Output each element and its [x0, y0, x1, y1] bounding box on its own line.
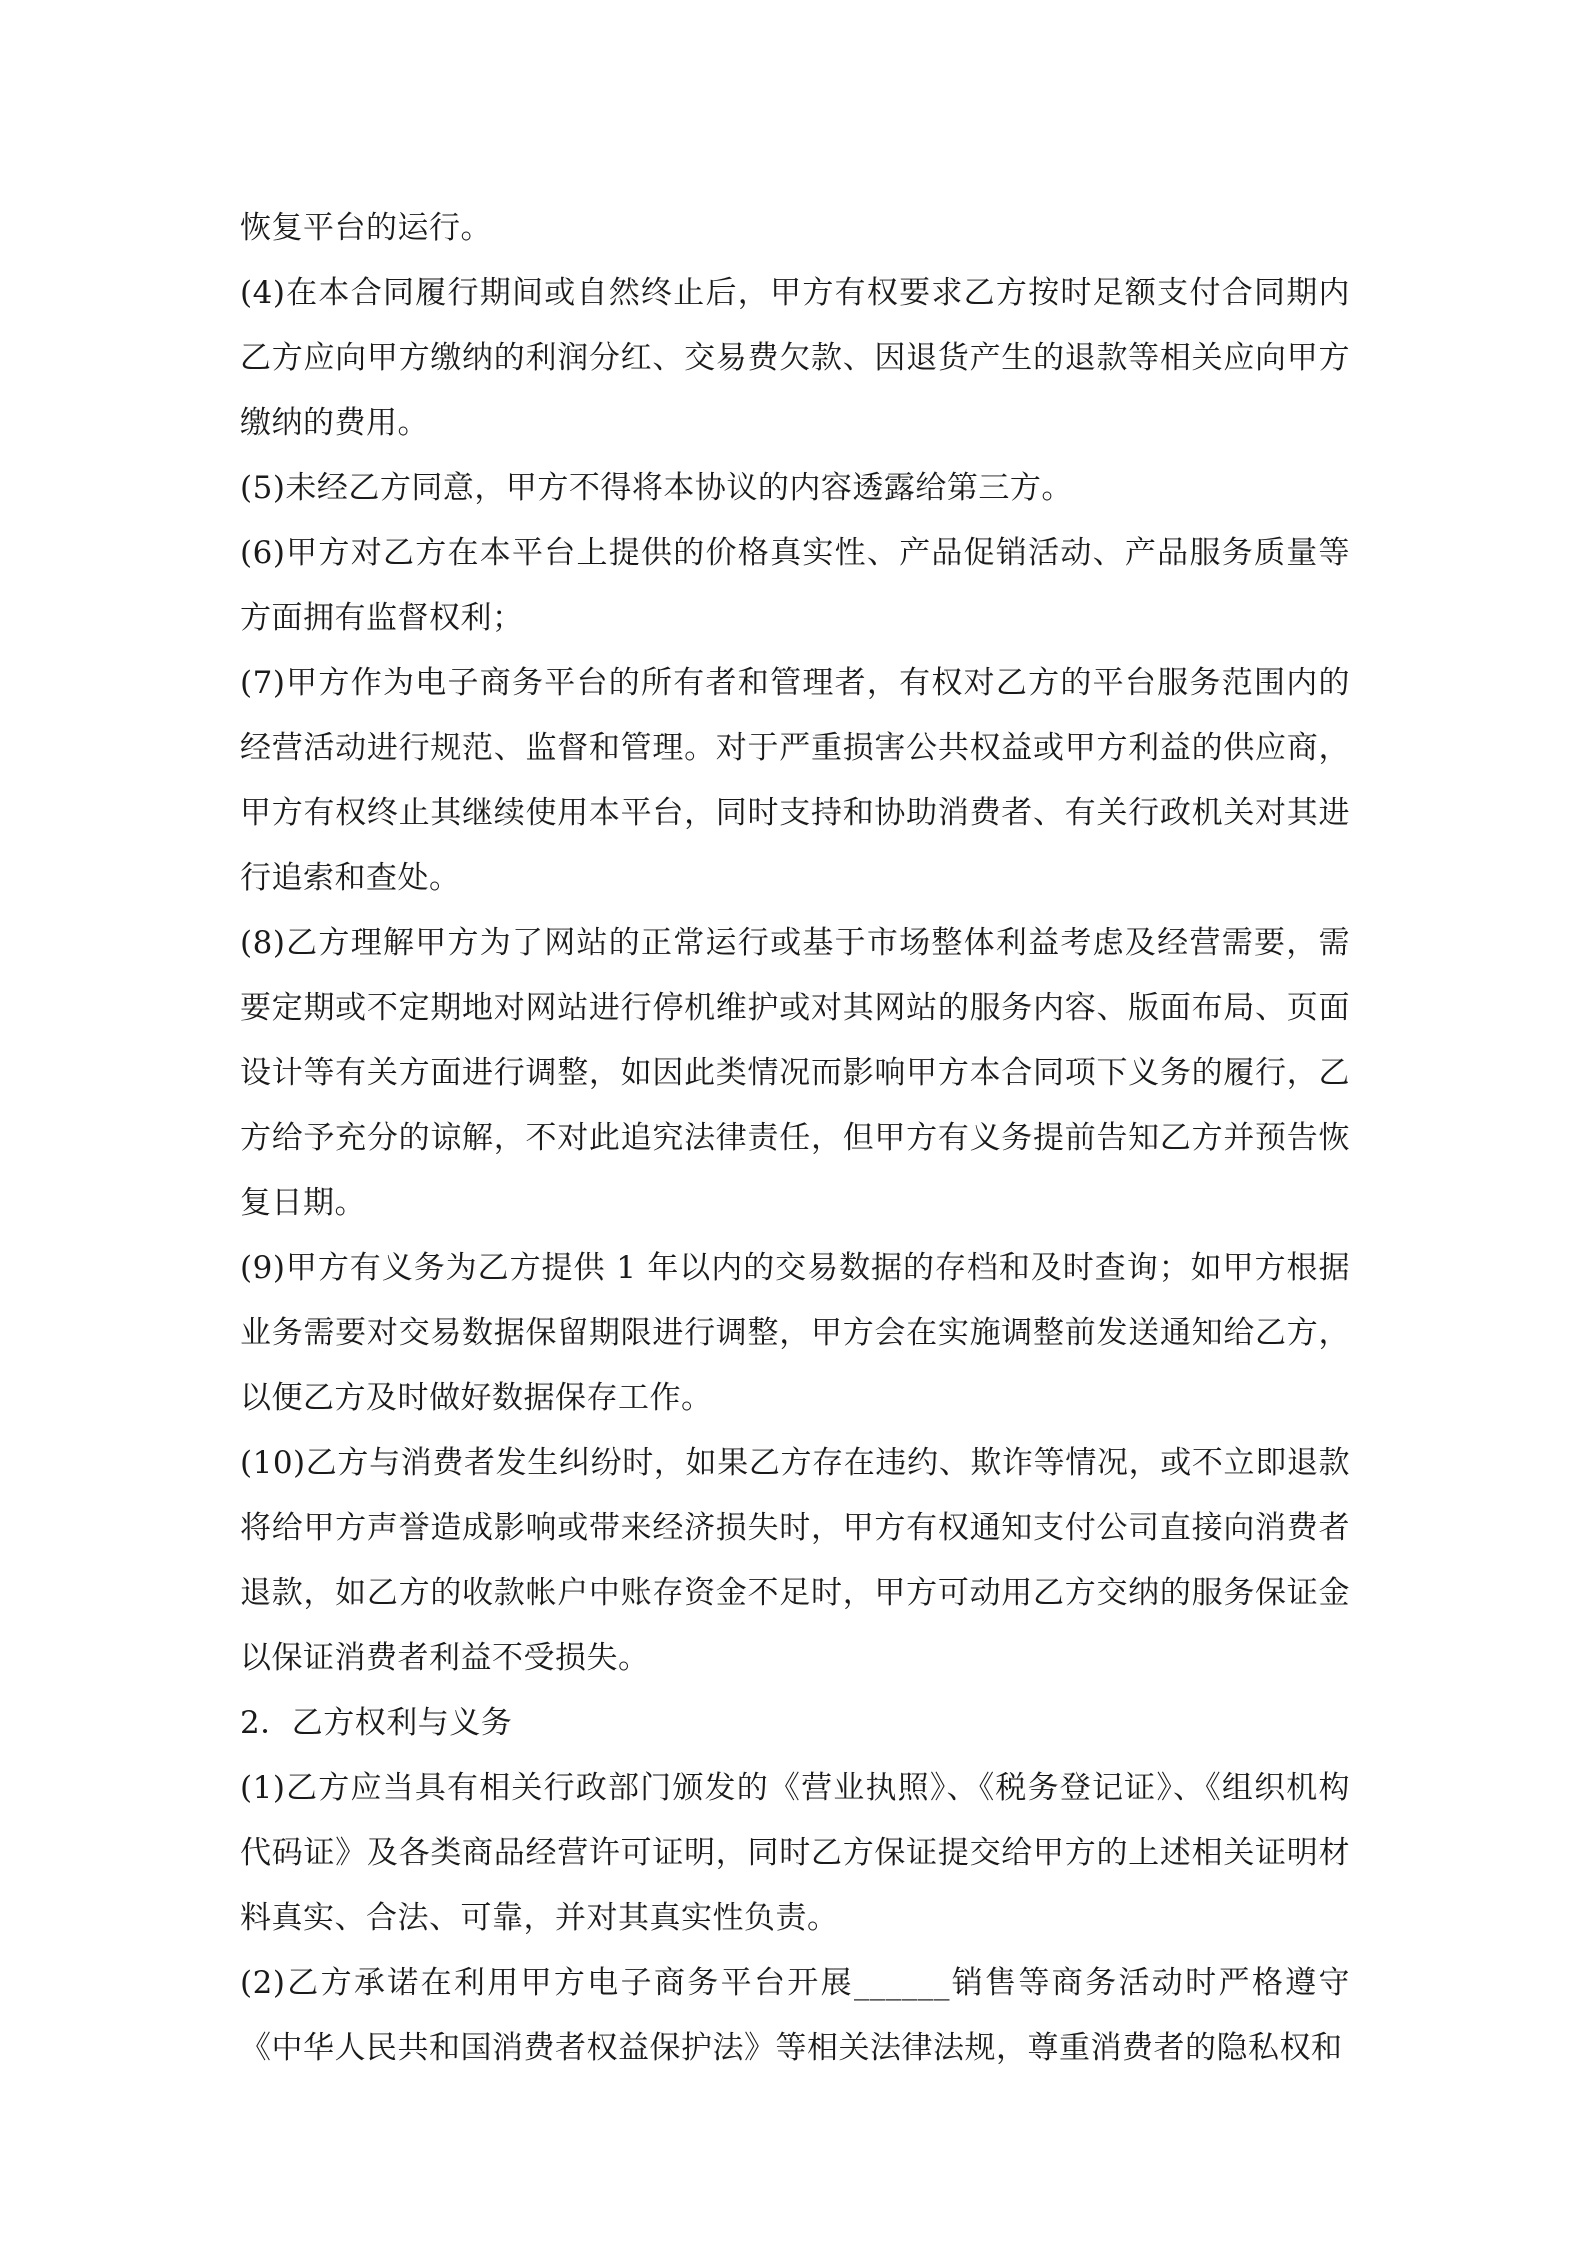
clause-7: (7)甲方作为电子商务平台的所有者和管理者，有权对乙方的平台服务范围内的经营活动进行规范、监督和管理。对于严重损害公共权益或甲方利益的供应商，甲方有权终止其继续使用本平台，同时支持和协助消费者、有关行政机关对其进行追索和查处。: [240, 665, 1350, 896]
clause-9: (9)甲方有义务为乙方提供 1 年以内的交易数据的存档和及时查询；如甲方根据业务需要对交易数据保留期限进行调整，甲方会在实施调整前发送通知给乙方，以便乙方及时做好数据保存工作。: [240, 1250, 1350, 1416]
clause-5: (5)未经乙方同意，甲方不得将本协议的内容透露给第三方。: [240, 470, 1073, 506]
clause-10: (10)乙方与消费者发生纠纷时，如果乙方存在违约、欺诈等情况，或不立即退款将给甲方声誉造成影响或带来经济损失时，甲方有权通知支付公司直接向消费者退款，如乙方的收款帐户中账存资金不足时，甲方可动用乙方交纳的服务保证金以保证消费者利益不受损失。: [240, 1445, 1350, 1676]
clause-b-2: (2)乙方承诺在利用甲方电子商务平台开展______销售等商务活动时严格遵守《中华人民共和国消费者权益保护法》等相关法律法规，尊重消费者的隐私权和: [240, 1965, 1350, 2066]
section-heading: 2．乙方权利与义务: [240, 1705, 513, 1741]
clause-b-1: (1)乙方应当具有相关行政部门颁发的《营业执照》、《税务登记证》、《组织机构代码证》及各类商品经营许可证明，同时乙方保证提交给甲方的上述相关证明材料真实、合法、可靠，并对其真实性负责。: [240, 1770, 1350, 1936]
clause-6: (6)甲方对乙方在本平台上提供的价格真实性、产品促销活动、产品服务质量等方面拥有监督权利；: [240, 535, 1350, 636]
clause-8: (8)乙方理解甲方为了网站的正常运行或基于市场整体利益考虑及经营需要，需要定期或不定期地对网站进行停机维护或对其网站的服务内容、版面布局、页面设计等有关方面进行调整，如因此类情况而影响甲方本合同项下义务的履行，乙方给予充分的谅解，不对此追究法律责任，但甲方有义务提前告知乙方并预告恢复日期。: [240, 925, 1350, 1221]
document-body: [240, 196, 1350, 2081]
paragraph-continuation: 恢复平台的运行。: [240, 210, 492, 246]
clause-4: (4)在本合同履行期间或自然终止后，甲方有权要求乙方按时足额支付合同期内乙方应向甲方缴纳的利润分红、交易费欠款、因退货产生的退款等相关应向甲方缴纳的费用。: [240, 275, 1350, 441]
